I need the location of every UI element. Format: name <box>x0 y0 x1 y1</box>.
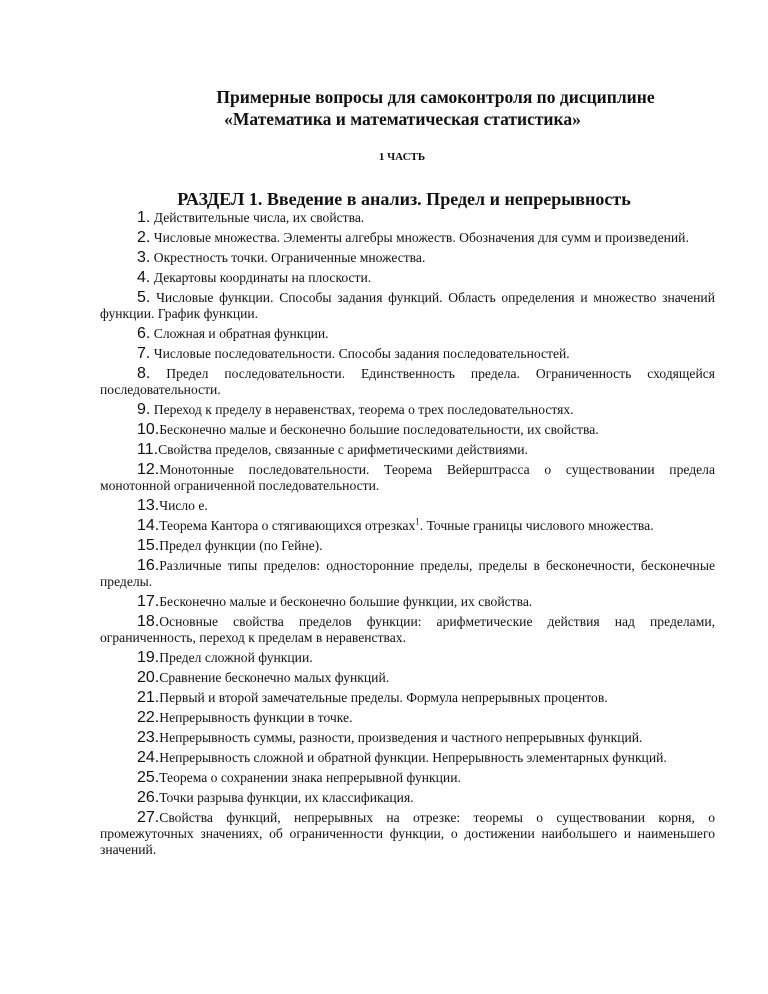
list-item <box>100 650 715 666</box>
item-text: Монотонные последовательности. Теорема Вейерштрасса о существовании предела монотонной ограниченной последовательности. <box>100 462 715 493</box>
item-number: 11. <box>137 441 159 458</box>
list-item <box>100 290 715 322</box>
list-item <box>100 730 715 746</box>
item-text: Сравнение бесконечно малых функций. <box>159 670 390 685</box>
item-text: Числовые множества. Элементы алгебры множеств. Обозначения для сумм и произведений. <box>153 230 689 245</box>
item-number: 25. <box>137 769 160 786</box>
item-text: Непрерывность сложной и обратной функции. Непрерывность элементарных функций. <box>159 750 667 765</box>
list-item <box>100 402 715 418</box>
document-title <box>0 86 768 130</box>
item-text-continued: . Точные границы числового множества. <box>419 518 654 533</box>
item-text: Непрерывность суммы, разности, произведения и частного непрерывных функций. <box>159 730 643 745</box>
item-text: Число e. <box>159 498 208 513</box>
item-text: Предел последовательности. Единственность предела. Ограниченность сходящейся последовательности. <box>100 366 715 397</box>
item-text: Бесконечно малые и бесконечно большие функции, их свойства. <box>159 594 533 609</box>
list-item <box>100 538 715 554</box>
item-number: 1. <box>137 209 151 226</box>
list-item <box>100 498 715 514</box>
list-item <box>100 230 715 246</box>
item-number: 20. <box>137 669 160 686</box>
item-number: 27. <box>137 809 160 826</box>
item-number: 18. <box>137 613 160 630</box>
item-text: Теорема о сохранении знака непрерывной функции. <box>159 770 461 785</box>
list-item <box>100 770 715 786</box>
section-heading: РАЗДЕЛ 1. Введение в анализ. Предел и непрерывность <box>177 189 631 209</box>
list-item <box>100 710 715 726</box>
list-item <box>100 210 715 226</box>
question-list <box>100 209 715 862</box>
list-item <box>100 442 715 458</box>
item-number: 3. <box>137 249 151 266</box>
item-text: Переход к пределу в неравенствах, теорема о трех последовательностях. <box>153 402 574 417</box>
item-number: 16. <box>137 557 160 574</box>
list-item <box>100 670 715 686</box>
list-item <box>100 558 715 590</box>
item-number: 21. <box>137 689 160 706</box>
list-item <box>100 790 715 806</box>
list-item <box>100 422 715 438</box>
item-number: 9. <box>137 401 151 418</box>
item-number: 17. <box>137 593 160 610</box>
item-text: Числовые последовательности. Способы задания последовательностей. <box>153 346 570 361</box>
item-text: Точки разрыва функции, их классификация. <box>159 790 414 805</box>
item-number: 2. <box>137 229 151 246</box>
item-text: Непрерывность функции в точке. <box>159 710 353 725</box>
item-text: Первый и второй замечательные пределы. Формула непрерывных процентов. <box>159 690 608 705</box>
title-line-1: Примерные вопросы для самоконтроля по дисциплине <box>216 87 655 107</box>
item-text: Сложная и обратная функции. <box>153 326 329 341</box>
item-number: 15. <box>137 537 160 554</box>
list-item <box>100 518 715 534</box>
item-text: Предел сложной функции. <box>159 650 313 665</box>
item-text: Различные типы пределов: односторонние пределы, пределы в бесконечности, бесконечные пределы. <box>100 558 715 589</box>
title-line-2: «Математика и математическая статистика» <box>224 109 581 129</box>
list-item <box>100 810 715 858</box>
item-text: Предел функции (по Гейне). <box>159 538 323 553</box>
item-text: Окрестность точки. Ограниченные множества. <box>153 250 426 265</box>
item-number: 4. <box>137 269 151 286</box>
item-text: Свойства пределов, связанные с арифметическими действиями. <box>158 442 528 457</box>
list-item <box>100 594 715 610</box>
item-number: 5. <box>137 289 151 306</box>
item-number: 6. <box>137 325 151 342</box>
item-number: 22. <box>137 709 160 726</box>
list-item <box>100 326 715 342</box>
item-text: Свойства функций, непрерывных на отрезке: теоремы о существовании корня, о промежуточных значениях, об ограниченности функции, о достижении наибольшего и наименьшего значений. <box>100 810 715 857</box>
item-number: 7. <box>137 345 151 362</box>
list-item <box>100 614 715 646</box>
item-text: Основные свойства пределов функции: арифметические действия над пределами, ограниченность, переход к пределам в неравенствах. <box>100 614 715 645</box>
item-number: 26. <box>137 789 160 806</box>
list-item <box>100 462 715 494</box>
item-number: 24. <box>137 749 160 766</box>
footnote-marker: 1 <box>415 516 420 527</box>
item-text: Теорема Кантора о стягивающихся отрезках <box>159 518 416 533</box>
part-heading: 1 ЧАСТЬ <box>378 151 426 163</box>
item-number: 23. <box>137 729 160 746</box>
list-item <box>100 750 715 766</box>
item-number: 10. <box>137 421 160 438</box>
list-item <box>100 270 715 286</box>
item-number: 12. <box>137 461 160 478</box>
item-text: Действительные числа, их свойства. <box>153 210 365 225</box>
item-text: Декартовы координаты на плоскости. <box>153 270 372 285</box>
list-item <box>100 690 715 706</box>
item-text: Числовые функции. Способы задания функций. Область определения и множество значений функции. График функции. <box>100 290 715 321</box>
item-number: 19. <box>137 649 160 666</box>
item-number: 14. <box>137 517 160 534</box>
list-item <box>100 346 715 362</box>
item-number: 8. <box>137 365 151 382</box>
item-number: 13. <box>137 497 160 514</box>
item-text: Бесконечно малые и бесконечно большие последовательности, их свойства. <box>159 422 599 437</box>
list-item <box>100 250 715 266</box>
list-item <box>100 366 715 398</box>
